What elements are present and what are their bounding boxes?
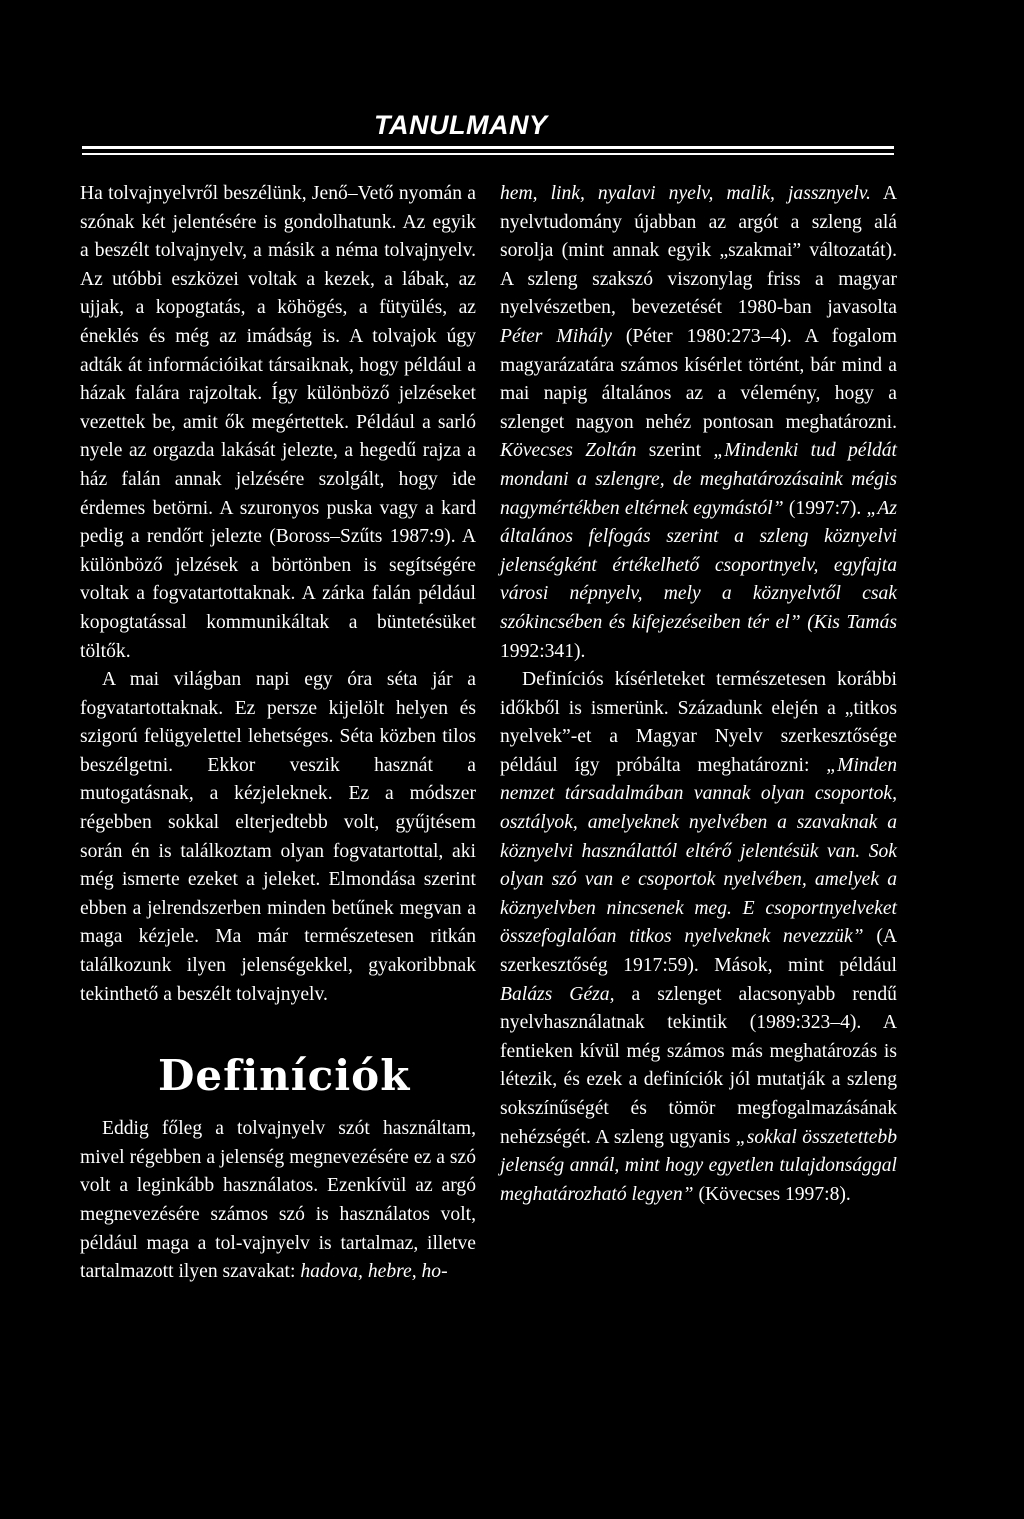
section-heading: Definíciók — [158, 1051, 411, 1101]
right-paragraph-1 — [500, 180, 897, 666]
left-paragraph-3 — [80, 1115, 476, 1287]
left-paragraph-1-text: Ha tolvajnyelvről beszélünk, Jenő–Vető nyomán a szónak két jelentésére is gondolhatunk. Az egyik a beszélt tolvajnyelv, a másik a néma tolvajnyelv. Az utóbbi eszközei voltak a kezek, a lábak, az ujjak, a kopogtatás, a köhögés, a fütyülés, az éneklés és még az imádság is. A tolvajok úgy adták át információikat társaiknak, hogy például a házak falára rajzoltak. Így különböző jelzéseket vezettek be, amit ők megértettek. Például a sarló nyele az orgazda lakását jelezte, a hegedű rajza a ház falán annak jelzésére szolgált, hogy ide érdemes betörni. A szuronyos puska vagy a kard pedig a rendőrt jelezte (Boross–Szűts 1987:9). A különböző jelzések a börtönben is segítségére voltak a fogvatartottaknak. A zárka falán például kopogtatással kommunikáltak a büntetésüket töltők. — [80, 183, 476, 662]
right-p2-quote: „Minden nemzet társadalmában vannak olyan csoportok, osztályok, amelyeknek nyelvében a szavaknak a köznyelvi használattól eltérő jelentésük van. Sok olyan szó van e csoportok nyelvében, amelyek a köznyelvben nincsenek meg. E csoportnyelveket összefoglalóan titkos nyelveknek nevezzük” — [500, 754, 897, 948]
right-column — [500, 180, 897, 1209]
left-paragraph-3-italic: hadova, hebre, ho- — [300, 1261, 448, 1283]
right-p2-quote-2: „sokkal összetettebb jelenség annál, mint hogy egyetlen tulajdonsággal meghatározható legyen” — [500, 1126, 897, 1205]
right-p1-italic-words: hem, link, nyalavi nyelv, malik, jassznyelv. — [500, 183, 871, 204]
right-p1-text-d: (1997:7). — [783, 497, 867, 519]
section-header-title: TANULMANY — [374, 110, 548, 140]
right-p2-text-c: a szlenget alacsonyabb rendű nyelvhasználatnak tekintik (1989:323–4). A fentieken kívül még számos más meghatározás is létezik, és ezek a definíciók jól mutatják a szleng sokszínűségét és tömör megfogalmazásának nehézségét. A szleng ugyanis — [500, 983, 897, 1148]
right-p2-text-d: (Kövecses 1997:8). — [693, 1183, 851, 1205]
right-p1-author-2: Kövecses Zoltán — [500, 440, 637, 462]
right-p2-text-a: Definíciós kísérleteket természetesen korábbi időkből is ismerünk. Századunk elején a „titkos nyelvek”-et a Magyar Nyelv szerkesztősége például így próbálta meghatározni: — [500, 669, 897, 776]
right-p1-text-a: A nyelvtudomány újabban az argót a szleng alá sorolja (mint annak egyik „szakmai” változatát). A szleng szakszó viszonylag friss a magyar nyelvészetben, bevezetését 1980-ban javasolta — [500, 183, 897, 319]
left-paragraph-2-text: A mai világban napi egy óra séta jár a fogvatartottaknak. Ez persze kijelölt helyen és szigorú felügyelettel lehetséges. Séta közben tilos beszélgetni. Ekkor veszik hasznát a mutogatásnak, a kézjeleknek. Ez a módszer régebben sokkal elterjedtebb volt, gyűjtésem során én is találkoztam olyan fogvatartottal, aki még ismerte ezeket a jeleket. Elmondása szerint ebben a jelrendszerben minden betűnek megvan a maga kézjele. Ma már természetesen ritkán találkozunk ilyen jelenségekkel, gyakoribbnak tekinthető a beszélt tolvajnyelv. — [80, 669, 476, 1005]
right-p1-text-b: (Péter 1980:273–4). A fogalom magyarázatára számos kísérlet történt, bár mind a mai napig általános az a vélemény, hogy a szlenget nagyon nehéz pontosan meghatározni. — [500, 325, 897, 433]
header-rule-top — [82, 146, 894, 149]
right-p1-author-1: Péter Mihály — [500, 325, 612, 347]
header-rule-bottom — [82, 153, 894, 155]
left-column — [80, 180, 476, 1287]
right-paragraph-2 — [500, 666, 897, 1209]
right-p1-text-c: szerint — [636, 440, 714, 462]
left-paragraph-3-text: Eddig főleg a tolvajnyelv szót használtam, mivel régebben a jelenség megnevezésére ez a szó volt a leginkább használatos. Ezenkívül az argó megnevezésére számos szó is használatos volt, például maga a tol-vajnyelv is tartalmaz, illetve tartalmazott ilyen szavakat: — [80, 1118, 476, 1283]
right-p2-author: Balázs Géza, — [500, 983, 615, 1005]
left-paragraph-2 — [80, 666, 476, 1009]
right-p2-text-b: (A szerkesztőség 1917:59). Mások, mint például — [500, 926, 897, 977]
left-paragraph-1 — [80, 180, 476, 666]
right-p1-text-e: 1992:341). — [500, 640, 586, 662]
right-p1-quote-1: „Mindenki tud példát mondani a szlengre, de meghatározásaink mégis nagymértékben eltérnek egymástól” — [500, 440, 897, 519]
right-p1-quote-2: „Az általános felfogás szerint a szleng köznyelvi jelenségként értékelhető csoportnyelv, egyfajta városi népnyelv, mely a köznyelvtől csak szókincsében és kifejezéseiben tér el” (Kis Tamás — [500, 497, 897, 633]
